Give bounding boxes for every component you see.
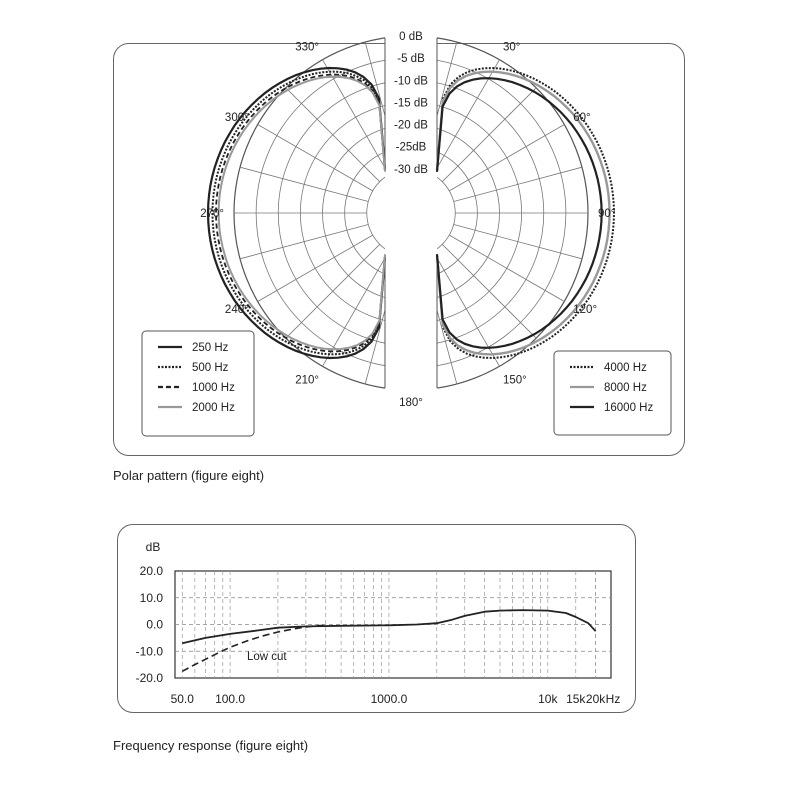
polar-angle-label: 30° <box>503 41 521 54</box>
polar-db-label: 0 dB <box>399 31 423 43</box>
polar-angle-label: 330° <box>295 41 319 54</box>
polar-db-label: -15 dB <box>394 97 428 110</box>
frequency-response-caption: Frequency response (figure eight) <box>113 738 309 753</box>
polar-db-label: -30 dB <box>394 163 428 176</box>
polar-db-label: -25dB <box>395 141 427 154</box>
polar-angle-label: 150° <box>503 374 527 387</box>
freq-low-cut-annotation: Low cut <box>247 651 287 663</box>
polar-angle-label: 120° <box>573 304 598 316</box>
polar-spoke <box>454 224 582 258</box>
polar-angle-label: 270° <box>200 208 224 220</box>
polar-pattern-caption: Polar pattern (figure eight) <box>113 468 265 483</box>
polar-db-label: -20 dB <box>394 119 428 132</box>
polar-angle-label: 240° <box>224 304 249 316</box>
polar-legend-left-label: 250 Hz <box>192 342 229 354</box>
polar-angle-label: 60° <box>573 112 591 124</box>
polar-legend-left-label: 2000 Hz <box>192 402 235 414</box>
polar-legend-left-label: 500 Hz <box>192 362 229 374</box>
polar-legend-right-label: 16000 Hz <box>604 402 654 414</box>
polar-legend-left-label: 1000 Hz <box>192 382 235 394</box>
polar-legend-right-label: 8000 Hz <box>604 382 647 394</box>
polar-db-label: -5 dB <box>397 53 425 66</box>
freq-x-tick-label: 50.0 <box>170 692 194 706</box>
freq-y-tick-label: 20.0 <box>139 564 163 578</box>
freq-x-tick-label: 15k <box>566 692 586 706</box>
freq-y-axis-label: dB <box>145 540 161 554</box>
polar-db-label: -10 dB <box>394 75 428 88</box>
freq-x-tick-label: 100.0 <box>215 692 246 706</box>
freq-y-tick-label: -10.0 <box>135 644 163 659</box>
freq-x-tick-label: 20k <box>585 692 606 706</box>
polar-angle-label: 180° <box>399 397 423 409</box>
freq-x-unit-label: Hz <box>605 692 621 706</box>
polar-angle-label: 300° <box>224 112 249 124</box>
freq-x-tick-label: 10k <box>538 692 558 706</box>
freq-y-tick-label: 0.0 <box>146 617 163 632</box>
freq-y-tick-label: 10.0 <box>139 590 163 605</box>
polar-angle-label: 210° <box>295 374 319 387</box>
polar-legend-right-label: 4000 Hz <box>604 362 647 374</box>
polar-spoke <box>454 167 582 201</box>
freq-y-tick-label: -20.0 <box>135 671 163 685</box>
polar-spoke <box>240 167 368 201</box>
polar-angle-label: 90° <box>598 208 616 220</box>
freq-x-tick-label: 1000.0 <box>370 692 408 706</box>
polar-spoke <box>240 224 368 258</box>
